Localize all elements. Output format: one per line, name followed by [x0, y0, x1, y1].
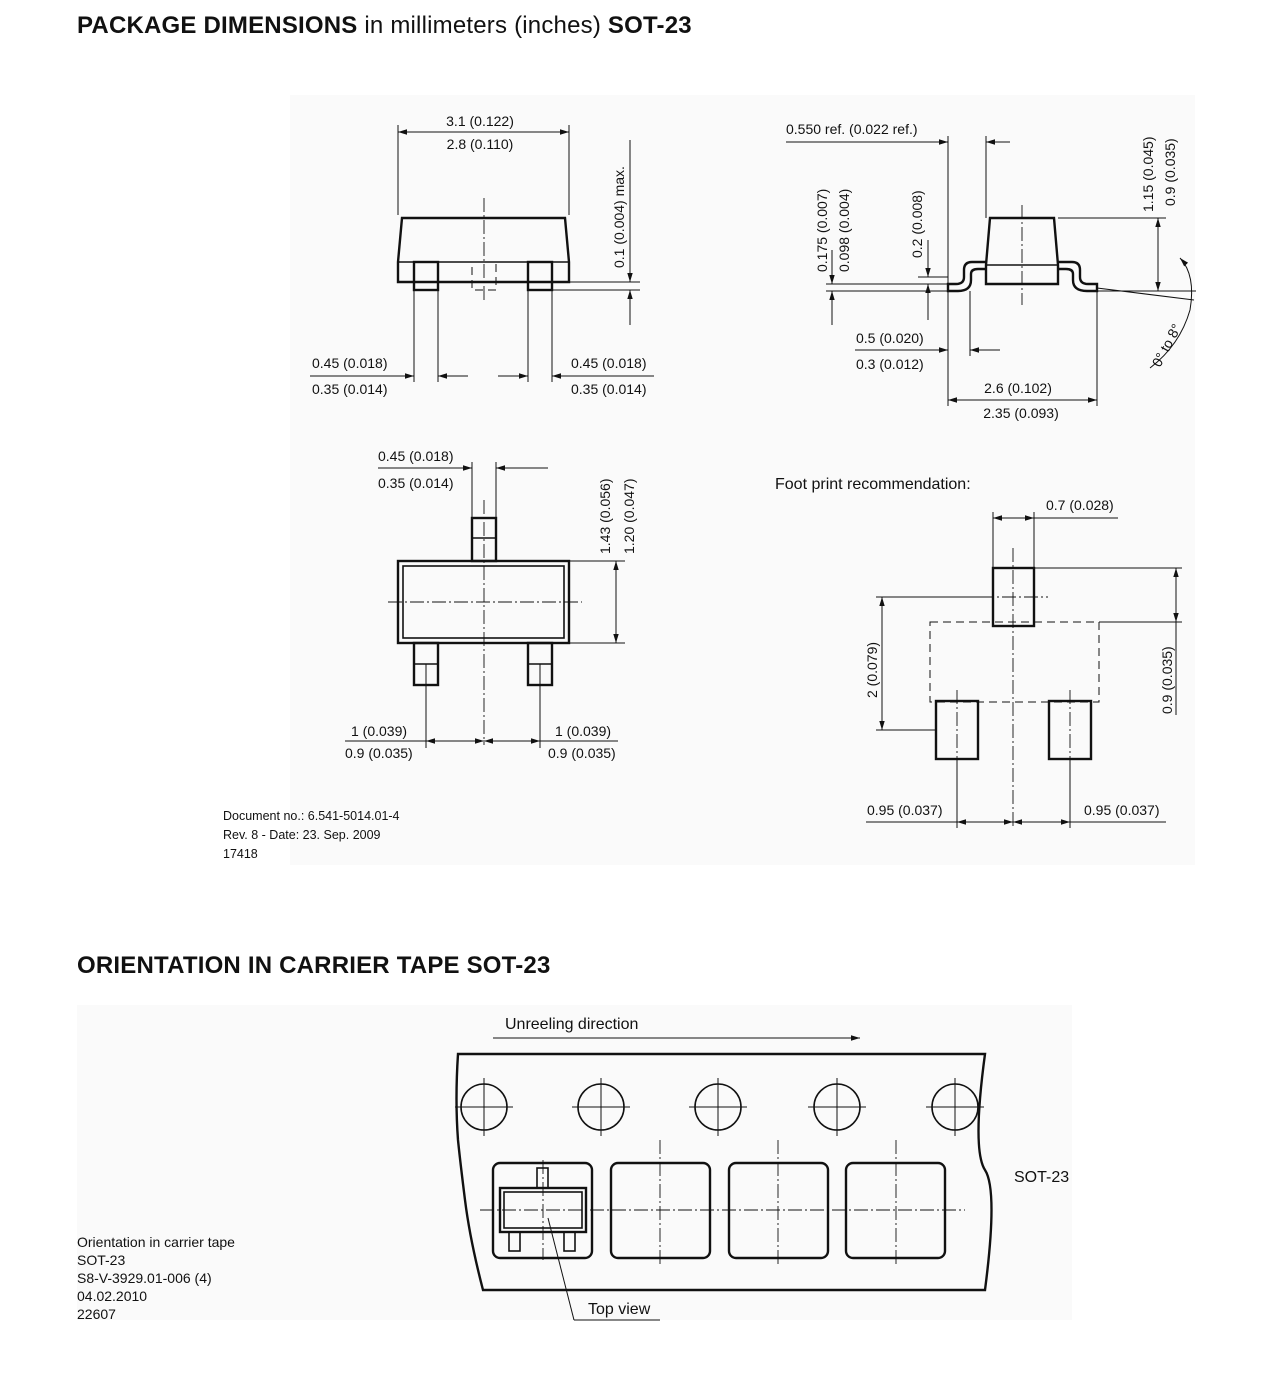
side-lead-offset: 0.2 (0.008)	[909, 190, 925, 258]
footprint-title: Foot print recommendation:	[775, 476, 971, 493]
document-revision: Rev. 8 - Date: 23. Sep. 2009	[223, 828, 381, 842]
side-foot-max: 0.5 (0.020)	[856, 330, 924, 346]
top-pitch-right-max: 1 (0.039)	[555, 723, 612, 739]
top-lead-w-max: 0.45 (0.018)	[378, 448, 454, 464]
orientation-note	[77, 1233, 235, 1323]
footprint-pitch-left: 0.95 (0.037)	[867, 802, 943, 818]
heading-units: in millimeters (inches)	[357, 12, 608, 39]
document-id: 17418	[223, 847, 258, 861]
front-width-max: 3.1 (0.122)	[446, 113, 514, 129]
top-pitch-left-max: 1 (0.039)	[351, 723, 408, 739]
top-pitch-right-min: 0.9 (0.035)	[548, 745, 616, 761]
top-view-label: Top view	[588, 1301, 651, 1318]
top-body-w-min: 1.20 (0.047)	[621, 478, 637, 554]
document-note	[223, 807, 400, 864]
front-right-lead-min: 0.35 (0.014)	[571, 381, 647, 397]
top-body-w-max: 1.43 (0.056)	[597, 478, 613, 554]
side-lead-ref: 0.550 ref. (0.022 ref.)	[786, 121, 918, 137]
side-height-min: 0.9 (0.035)	[1162, 138, 1178, 206]
heading-bold-prefix: PACKAGE DIMENSIONS	[77, 12, 358, 39]
footprint-pitch-right: 0.95 (0.037)	[1084, 802, 1160, 818]
orientation-note-line: SOT-23	[77, 1252, 126, 1268]
unreeling-direction-label: Unreeling direction	[505, 1016, 639, 1033]
orientation-note-line: 04.02.2010	[77, 1288, 148, 1304]
side-span-min: 2.35 (0.093)	[983, 405, 1059, 421]
orientation-note-line: 22607	[77, 1306, 116, 1322]
footprint-row-pitch: 2 (0.079)	[864, 641, 880, 698]
front-right-lead-max: 0.45 (0.018)	[571, 355, 647, 371]
orientation-heading: ORIENTATION IN CARRIER TAPE SOT-23	[77, 952, 551, 979]
heading-package: SOT-23	[607, 12, 692, 39]
orientation-note-line: Orientation in carrier tape	[77, 1234, 235, 1250]
side-lead-thk-min: 0.098 (0.004)	[836, 188, 852, 272]
footprint-pad-w: 0.7 (0.028)	[1046, 497, 1114, 513]
top-lead-w-min: 0.35 (0.014)	[378, 475, 454, 491]
front-left-lead-max: 0.45 (0.018)	[312, 355, 388, 371]
front-width-min: 2.8 (0.110)	[446, 136, 514, 152]
front-left-lead-min: 0.35 (0.014)	[312, 381, 388, 397]
footprint-pad-h: 0.9 (0.035)	[1159, 646, 1175, 714]
side-height-max: 1.15 (0.045)	[1140, 136, 1156, 212]
front-standoff: 0.1 (0.004) max.	[611, 166, 627, 268]
side-span-max: 2.6 (0.102)	[984, 380, 1052, 396]
side-lead-thk-max: 0.175 (0.007)	[814, 188, 830, 272]
side-angle: 0° to 8°	[1148, 321, 1185, 370]
top-pitch-left-min: 0.9 (0.035)	[345, 745, 413, 761]
side-foot-min: 0.3 (0.012)	[856, 356, 924, 372]
tape-package-label: SOT-23	[1014, 1169, 1070, 1186]
orientation-note-line: S8-V-3929.01-006 (4)	[77, 1270, 212, 1286]
document-number: Document no.: 6.541-5014.01-4	[223, 809, 400, 823]
